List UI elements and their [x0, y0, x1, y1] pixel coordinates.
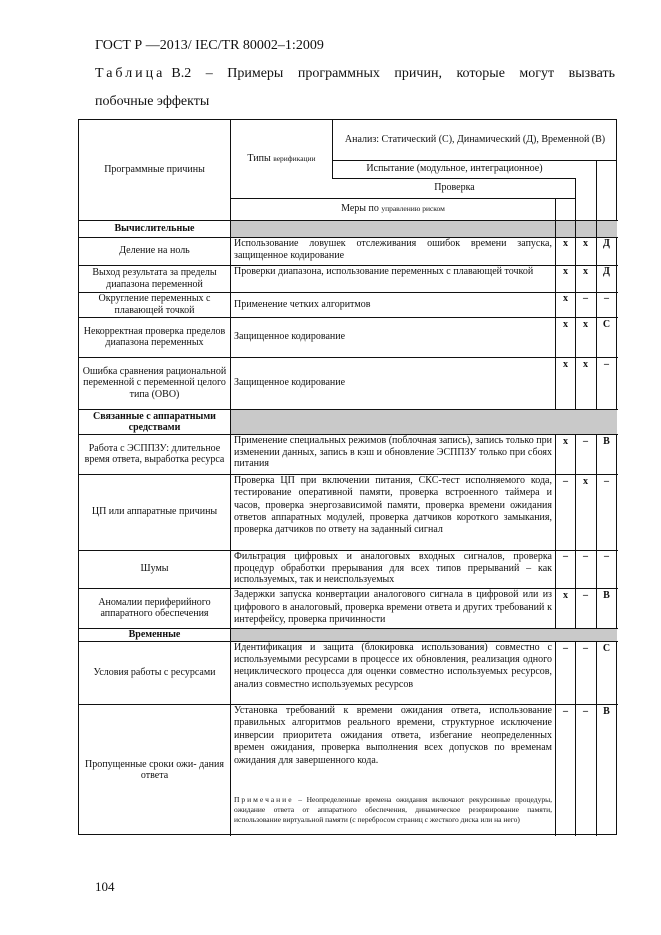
mark-cell: В	[603, 590, 610, 601]
mark-cell: –	[583, 293, 588, 304]
mark-cell: –	[583, 706, 588, 717]
mark-cell: x	[563, 238, 568, 249]
mark-cell: С	[602, 643, 611, 654]
cause-cell: Некорректная проверка пределов диапазона переменных	[83, 325, 226, 348]
section-hardware: Связанные с аппаратными средствами	[93, 410, 216, 433]
mark-cell: x	[563, 436, 568, 447]
mark-cell: x	[563, 293, 568, 304]
section-computational: Вычислительные	[114, 222, 195, 234]
measure-cell: Фильтрация цифровых и аналоговых входных сигналов, проверка процедур обработки прерывания для всех типов прерываний – как используемых, так и неиспользуемых	[234, 551, 552, 585]
header-verification-types: Типы верификации	[247, 153, 316, 165]
mark-cell: –	[563, 706, 568, 717]
header-risk-measures: Меры по управлению риском	[341, 203, 445, 215]
mark-cell: –	[604, 551, 609, 562]
cause-cell: Шумы	[140, 563, 169, 575]
mark-cell: –	[604, 293, 609, 304]
measure-cell: Установка требований к времени ожидания ответа, использование правильных алгоритмов реального времени, структурное исключение инверсии приоритета ожидания ответа, избегание неопределенных времен ожидания, проверка выполнения всех допусков по временам ожидания для завершенного кода.	[234, 705, 552, 766]
caption-text: В.2 – Примеры программных причин, которые могут вызвать	[171, 66, 615, 81]
measure-cell: Задержки запуска конвертации аналогового сигнала в цифровой или из цифрового в аналоговый, проверка времени ответа и других требований к интерфейсу, проверка причинности	[234, 589, 552, 625]
cause-cell: Условия работы с ресурсами	[93, 666, 216, 678]
mark-cell: Д	[603, 238, 610, 249]
causes-table	[78, 119, 617, 835]
mark-cell: x	[583, 238, 588, 249]
mark-cell: –	[583, 551, 588, 562]
cause-cell: ЦП или аппаратные причины	[91, 506, 218, 518]
mark-cell: –	[563, 551, 568, 562]
section-temporal: Временные	[128, 628, 181, 640]
mark-cell: –	[583, 643, 588, 654]
mark-cell: –	[583, 590, 588, 601]
mark-cell: –	[563, 476, 568, 487]
cause-cell: Пропущенные сроки ожи- дания ответа	[85, 758, 224, 781]
mark-cell: –	[604, 476, 609, 487]
mark-cell: x	[583, 359, 588, 370]
header-causes: Программные причины	[104, 164, 205, 176]
mark-cell: x	[563, 266, 568, 277]
mark-cell: Д	[603, 266, 610, 277]
mark-cell: x	[563, 319, 568, 330]
mark-cell: x	[563, 359, 568, 370]
measure-cell: Проверка ЦП при включении питания, СКС-тест исполняемого кода, тестирование оперативной памяти, проверка встроенного таймера и часов, проверка энергозависимой памяти, проверка времени ожидания ответов аппаратных модулей, проверка датчиков короткого замыкания, проверка датчиков по ответу на заданный сигнал	[234, 475, 552, 536]
header-check: Проверка	[434, 182, 475, 194]
mark-cell: –	[583, 436, 588, 447]
table-caption-line2: побочные эффекты	[95, 94, 210, 109]
caption-label: Таблица	[95, 66, 166, 81]
measure-cell: Проверки диапазона, использование переменных с плавающей точкой	[234, 266, 534, 277]
mark-cell: x	[563, 590, 568, 601]
cause-cell: Деление на ноль	[119, 245, 190, 257]
document-header: ГОСТ Р —2013/ IEC/TR 80002–1:2009	[95, 38, 324, 53]
mark-cell: С	[602, 319, 611, 330]
mark-cell: x	[583, 266, 588, 277]
cause-cell: Выход результата за пределы диапазона переменной	[92, 267, 217, 290]
cause-cell: Аномалии периферийного аппаратного обеспечения	[98, 596, 211, 619]
section-bar-gray	[230, 220, 617, 237]
measure-cell: Защищенное кодирование	[234, 331, 346, 343]
mark-cell: В	[603, 436, 610, 447]
mark-cell: В	[603, 706, 610, 717]
table-caption	[95, 66, 615, 82]
mark-cell: x	[583, 476, 588, 487]
mark-cell: –	[563, 643, 568, 654]
measure-cell: Применение четких алгоритмов	[234, 298, 371, 310]
mark-cell: –	[604, 359, 609, 370]
table-note: Примечание – Неопределенные времена ожидания включают рекурсивные процедуры, ожидание ответа от аппаратного обеспечения, динамическое резервирование памяти, использование виртуальной памяти (с перебросом страниц с жесткого диска или на него)	[234, 795, 552, 824]
measure-cell: Использование ловушек отслеживания ошибок времени запуска, защищенное кодирование	[234, 238, 552, 261]
measure-cell: Применение специальных режимов (поблочная запись), запись только при изменении данных, запись в кэш и обновление ЭСППЗУ только при сбоях питания	[234, 435, 552, 469]
measure-cell: Защищенное кодирование	[234, 377, 346, 389]
measure-cell: Идентификация и защита (блокировка использования) совместно с используемыми ресурсами в процессе их обновления, реализация одного нециклического процесса для оценки совместно используемых ресурсов, анализ совместно используемых ресурсов	[234, 642, 552, 690]
section-bar-gray	[230, 409, 617, 434]
page-number: 104	[95, 879, 115, 894]
cause-cell: Работа с ЭСППЗУ: длительное время ответа, выработка ресурса	[84, 442, 225, 465]
section-bar-gray	[230, 628, 617, 641]
mark-cell: x	[583, 319, 588, 330]
cause-cell: Округление переменных с плавающей точкой	[98, 293, 211, 316]
cause-cell: Ошибка сравнения рациональной переменной с переменной целого типа (ОВО)	[82, 365, 227, 400]
header-analysis: Анализ: Статический (С), Динамический (Д), Временной (В)	[344, 134, 606, 145]
header-testing: Испытание (модульное, интеграционное)	[366, 163, 543, 175]
